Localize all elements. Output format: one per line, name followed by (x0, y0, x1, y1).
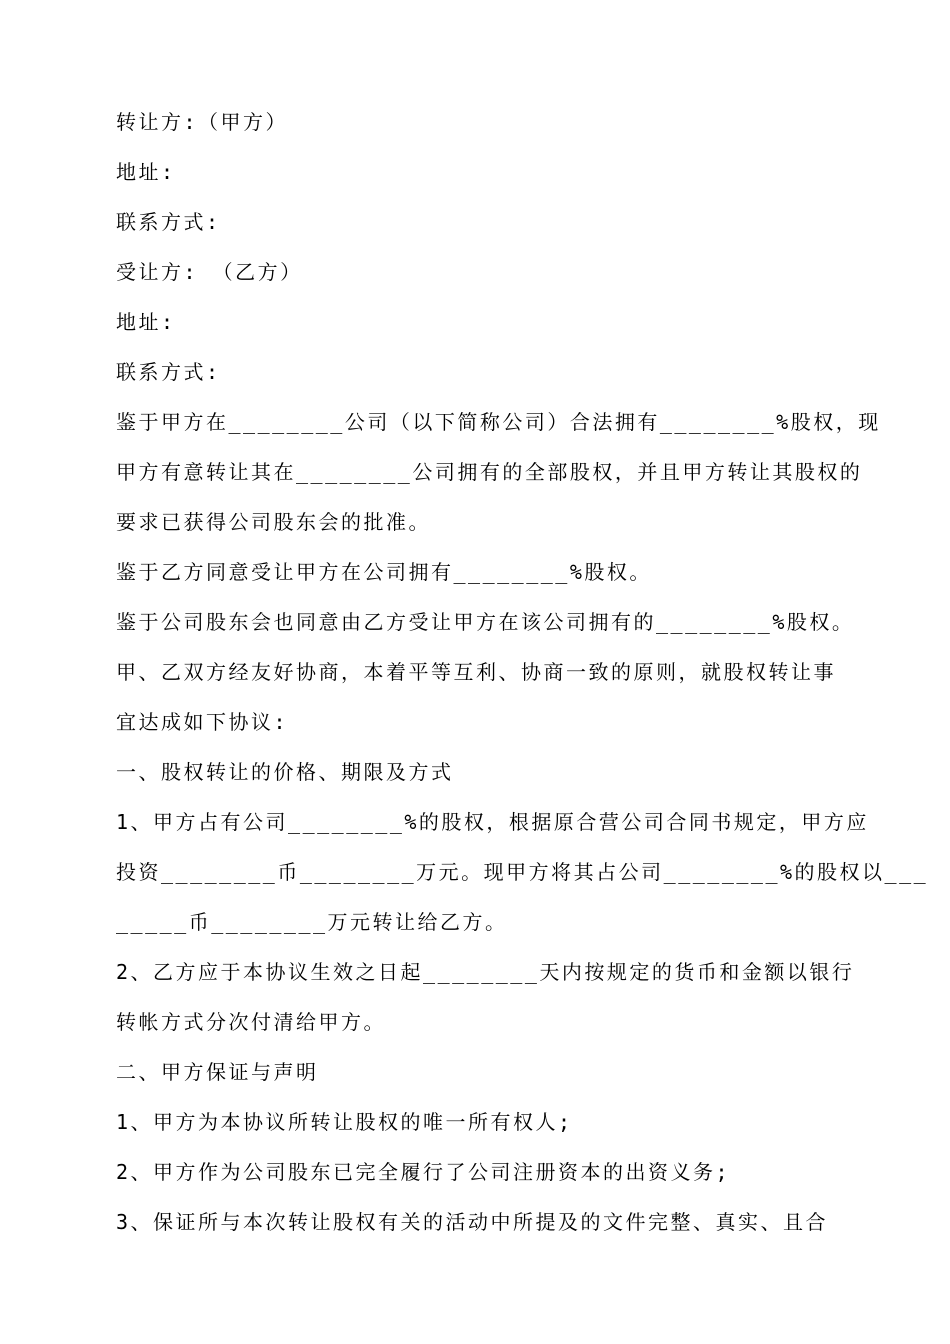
text-line-recital-1b: 甲方有意转让其在________公司拥有的全部股权，并且甲方转让其股权的 (116, 460, 863, 484)
text-line-recital-1a: 鉴于甲方在________公司（以下简称公司）合法拥有________%股权，现 (116, 410, 881, 434)
text-line-recital-1c: 要求已获得公司股东会的批准。 (116, 510, 431, 534)
clause-1-1a: 1、甲方占有公司________%的股权，根据原合营公司合同书规定，甲方应 (116, 810, 869, 834)
text-line-recital-2: 鉴于乙方同意受让甲方在公司拥有________%股权。 (116, 560, 652, 584)
clause-2-2: 2、甲方作为公司股东已完全履行了公司注册资本的出资义务; (116, 1160, 731, 1184)
clause-1-1c: _____币________万元转让给乙方。 (116, 910, 508, 934)
text-line-agreement-a: 甲、乙双方经友好协商，本着平等互利、协商一致的原则，就股权转让事 (116, 660, 836, 684)
text-line-transferee: 受让方: （乙方） (116, 260, 303, 284)
text-line-address-b: 地址: (116, 310, 176, 334)
section-heading-2: 二、甲方保证与声明 (116, 1060, 319, 1084)
text-line-recital-3: 鉴于公司股东会也同意由乙方受让甲方在该公司拥有的________%股权。 (116, 610, 855, 634)
text-line-contact-a: 联系方式: (116, 210, 221, 234)
text-line-agreement-b: 宜达成如下协议: (116, 710, 289, 734)
clause-1-2a: 2、乙方应于本协议生效之日起________天内按规定的货币和金额以银行 (116, 960, 855, 984)
clause-2-3: 3、保证所与本次转让股权有关的活动中所提及的文件完整、真实、且合 (116, 1210, 829, 1234)
section-heading-1: 一、股权转让的价格、期限及方式 (116, 760, 454, 784)
clause-1-2b: 转帐方式分次付清给甲方。 (116, 1010, 386, 1034)
text-line-transferor: 转让方:（甲方） (116, 110, 289, 134)
text-line-contact-b: 联系方式: (116, 360, 221, 384)
text-line-address-a: 地址: (116, 160, 176, 184)
clause-2-1: 1、甲方为本协议所转让股权的唯一所有权人; (116, 1110, 573, 1134)
clause-1-1b: 投资________币________万元。现甲方将其占公司________%的股权以___ (116, 860, 929, 884)
